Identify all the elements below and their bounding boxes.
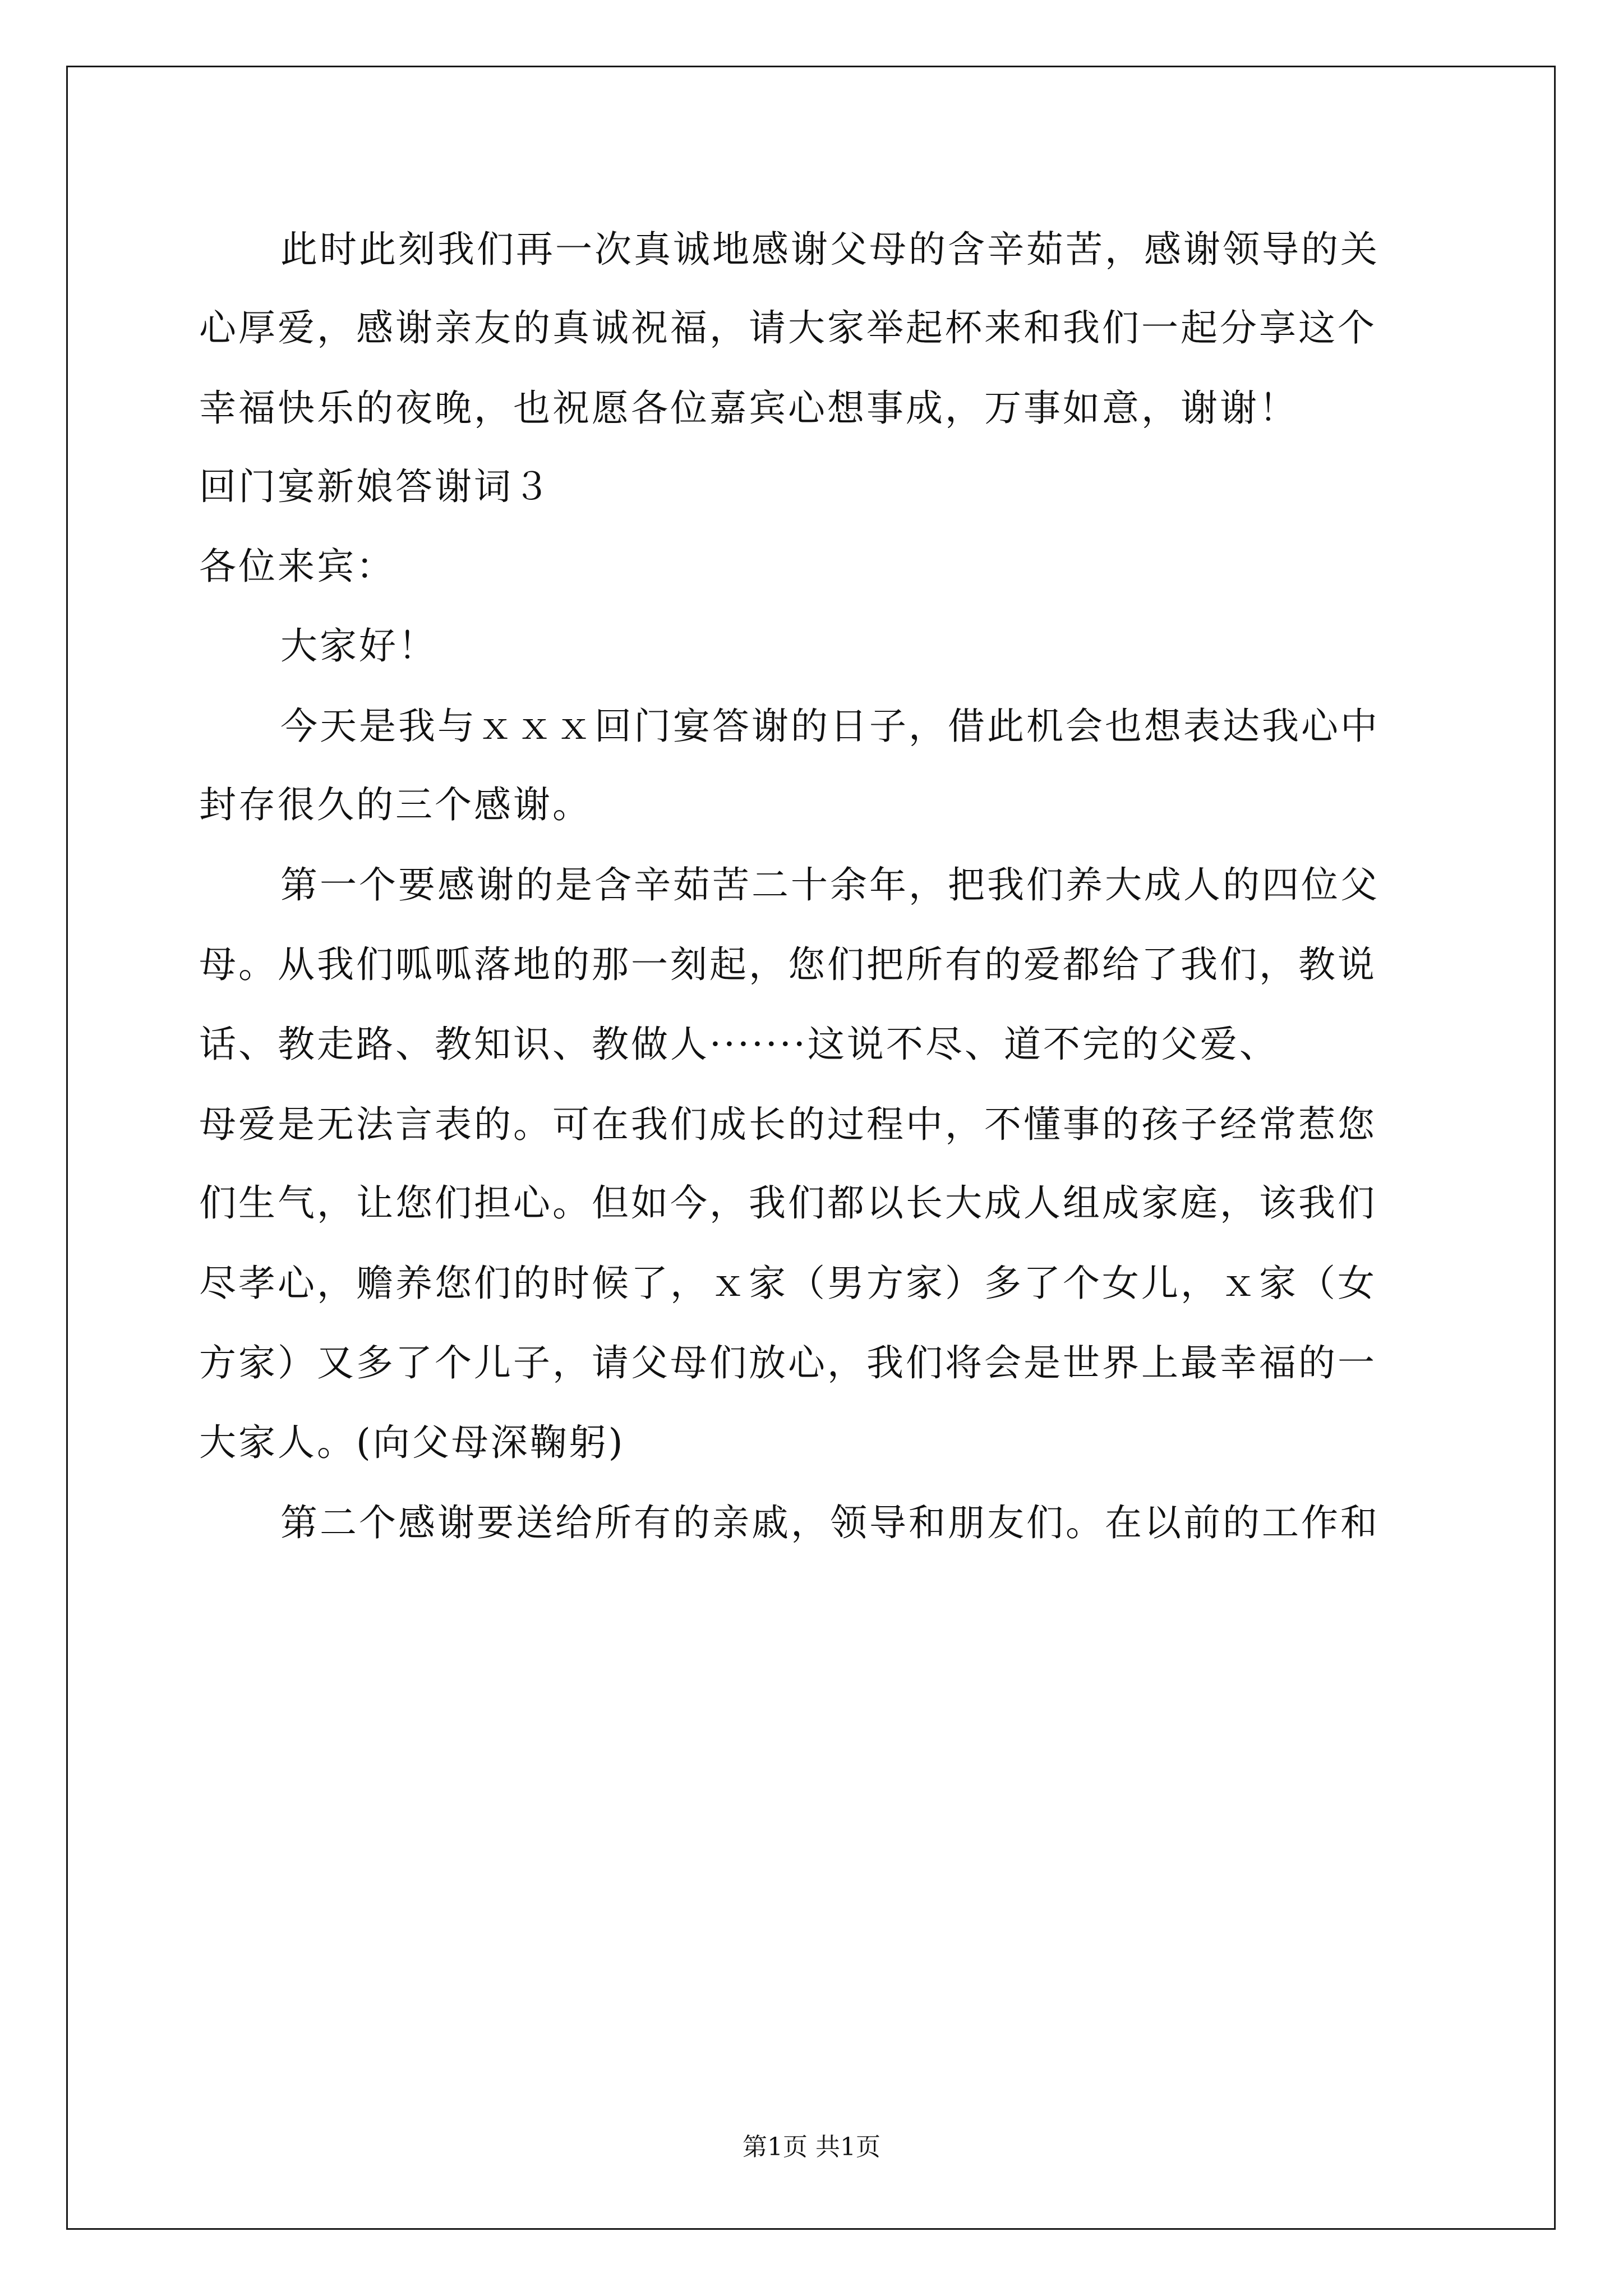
paragraph-line: 此时此刻我们再一次真诚地感谢父母的含辛茹苦，感谢领导的关 <box>280 228 1380 271</box>
paragraph-line: 第二个感谢要送给所有的亲戚，领导和朋友们。在以前的工作和 <box>280 1501 1380 1544</box>
paragraph-line: 大家人。(向父母深鞠躬) <box>199 1421 625 1464</box>
salutation: 各位来宾： <box>199 545 395 588</box>
paragraph-line: 母。从我们呱呱落地的那一刻起，您们把所有的爱都给了我们，教说 <box>199 943 1377 986</box>
paragraph-line: 封存很久的三个感谢。 <box>199 783 592 826</box>
page-footer: 第1页 共1页 <box>743 2133 880 2161</box>
paragraph-line: 们生气，让您们担心。但如今，我们都以长大成人组成家庭，该我们 <box>199 1181 1377 1225</box>
paragraph-line: 第一个要感谢的是含辛茹苦二十余年，把我们养大成人的四位父 <box>280 863 1380 907</box>
paragraph-line: 幸福快乐的夜晚，也祝愿各位嘉宾心想事成，万事如意，谢谢！ <box>199 386 1298 430</box>
greeting: 大家好！ <box>280 624 437 668</box>
section-heading: 回门宴新娘答谢词３ <box>199 465 552 508</box>
paragraph-line: 心厚爱，感谢亲友的真诚祝福，请大家举起杯来和我们一起分享这个 <box>199 306 1377 349</box>
paragraph-line: 尽孝心，赡养您们的时候了，ｘ家（男方家）多了个女儿，ｘ家（女 <box>199 1262 1377 1305</box>
paragraph-line: 母爱是无法言表的。可在我们成长的过程中，不懂事的孩子经常惹您 <box>199 1103 1377 1146</box>
paragraph-line: 方家）又多了个儿子，请父母们放心，我们将会是世界上最幸福的一 <box>199 1341 1377 1384</box>
paragraph-line: 今天是我与ｘｘｘ回门宴答谢的日子，借此机会也想表达我心中 <box>280 705 1380 748</box>
paragraph-line: 话、教走路、教知识、教做人·······这说不尽、道不完的父爱、 <box>199 1023 1279 1066</box>
